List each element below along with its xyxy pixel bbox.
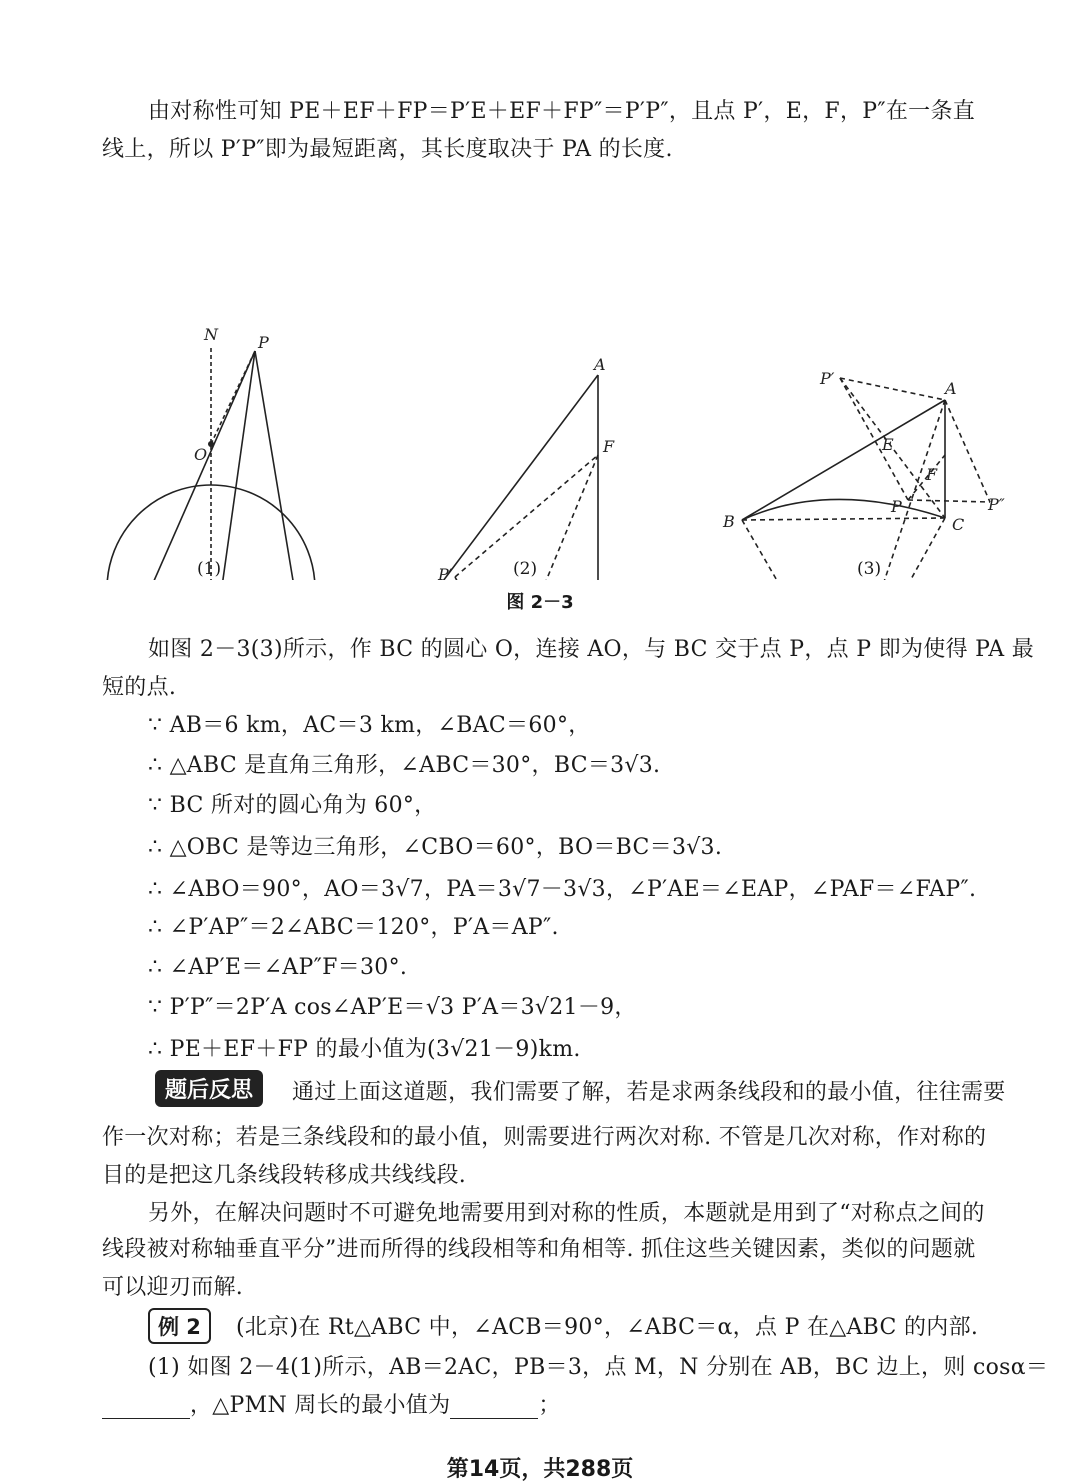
step-2: ∴ △ABC 是直角三角形，∠ABC＝30°，BC＝3√3. [148,753,661,778]
solution-para-1b: 短的点. [102,675,177,700]
step-4: ∴ △OBC 是等边三角形，∠CBO＝60°，BO＝BC＝3√3. [148,835,723,860]
step-5: ∴ ∠ABO＝90°，AO＝3√7，PA＝3√7－3√3，∠P′AE＝∠EAP，∠PAF＝∠FAP″. [148,877,977,902]
figure-2-3 [0,180,1080,580]
fig3-label-b: B [723,512,735,531]
fig1-segment-pm [211,351,255,580]
caption-1: (1) [197,559,222,579]
step-3: ∵ BC 所对的圆心角为 60°， [148,793,437,818]
fig3-label-c: C [952,515,965,534]
fig1-segment-pb [255,351,307,580]
example-line-1: (北京)在 Rt△ABC 中，∠ACB＝90°，∠ABC＝α，点 P 在△ABC 的内部. [236,1315,979,1340]
caption-2: (2) [513,559,538,579]
example-badge: 例 2 [148,1308,211,1344]
step-8: ∵ P′P″＝2P′A cos∠AP′E＝√3 P′A＝3√21－9， [148,995,637,1020]
intro-line-2: 线上，所以 P′P″即为最短距离，其长度取决于 PA 的长度. [102,137,673,162]
figure-title: 图 2－3 [506,592,574,613]
reflection-line-3: 目的是把这几条线段转移成共线线段. [102,1163,467,1188]
example-line-2: (1) 如图 2－4(1)所示，AB＝2AC，PB＝3，点 M，N 分别在 AB，BC 边上，则 cosα＝ [148,1355,1049,1380]
fig3-label-p1: P′ [820,369,835,388]
fig2-segment-ba [355,375,598,580]
reflection-line-4: 另外，在解决问题时不可避免地需要用到对称的性质，本题就是用到了“对称点之间的 [148,1201,985,1226]
reflection-line-1: 通过上面这道题，我们需要了解，若是求两条线段和的最小值，往往需要 [292,1080,1006,1105]
fig2-label-a: A [594,355,606,374]
reflection-line-6: 可以迎刃而解. [102,1275,244,1300]
fig3-label-p2: P″ [988,495,1005,514]
fig1-segment-ap [117,351,255,580]
fig3-label-p: P [891,497,902,516]
step-9: ∴ PE＋EF＋FP 的最小值为(3√21－9)km. [148,1037,581,1062]
reflection-line-5: 线段被对称轴垂直平分”进而所得的线段相等和角相等. 抓住这些关键因素，类似的问题就 [102,1237,976,1262]
example-line-3 [102,1388,561,1419]
solution-para-1: 如图 2－3(3)所示，作 BC 的圆心 O，连接 AO，与 BC 交于点 P，点 P 即为使得 PA 最 [148,637,1035,662]
fig1-label-n: N [204,325,218,344]
step-7: ∴ ∠AP′E＝∠AP″F＝30°. [148,955,408,980]
fig2-label-f: F [603,437,615,456]
fig1-label-o: O [194,445,208,464]
step-1: ∵ AB＝6 km，AC＝3 km，∠BAC＝60°， [148,713,591,738]
step-6: ∴ ∠P′AP″＝2∠ABC＝120°，P′A＝AP″. [148,915,559,940]
fig3-segment-ba [742,400,945,520]
answer-blank-1[interactable] [102,1398,190,1419]
fig3-label-e: E [882,435,894,454]
reflection-line-2: 作一次对称；若是三条线段和的最小值，则需要进行两次对称. 不管是几次对称，作对称的 [102,1125,987,1150]
fig2-label-p1: P′ [438,565,453,580]
answer-blank-2[interactable] [450,1398,538,1419]
intro-line-1: 由对称性可知 PE＋EF＋FP＝P′E＋EF＋FP″＝P′P″，且点 P′，E，F，P″在一条直 [148,99,976,124]
fig3-label-f: F [926,465,938,484]
example-line-3b: ； [538,1393,561,1418]
fig1-label-p: P [258,333,269,352]
fig3-label-a: A [945,379,957,398]
page-footer: 第14页，共288页 [446,1457,634,1482]
example-line-3a: ，△PMN 周长的最小值为 [190,1393,451,1418]
caption-3: (3) [857,559,882,579]
reflection-badge: 题后反思 [155,1070,263,1107]
